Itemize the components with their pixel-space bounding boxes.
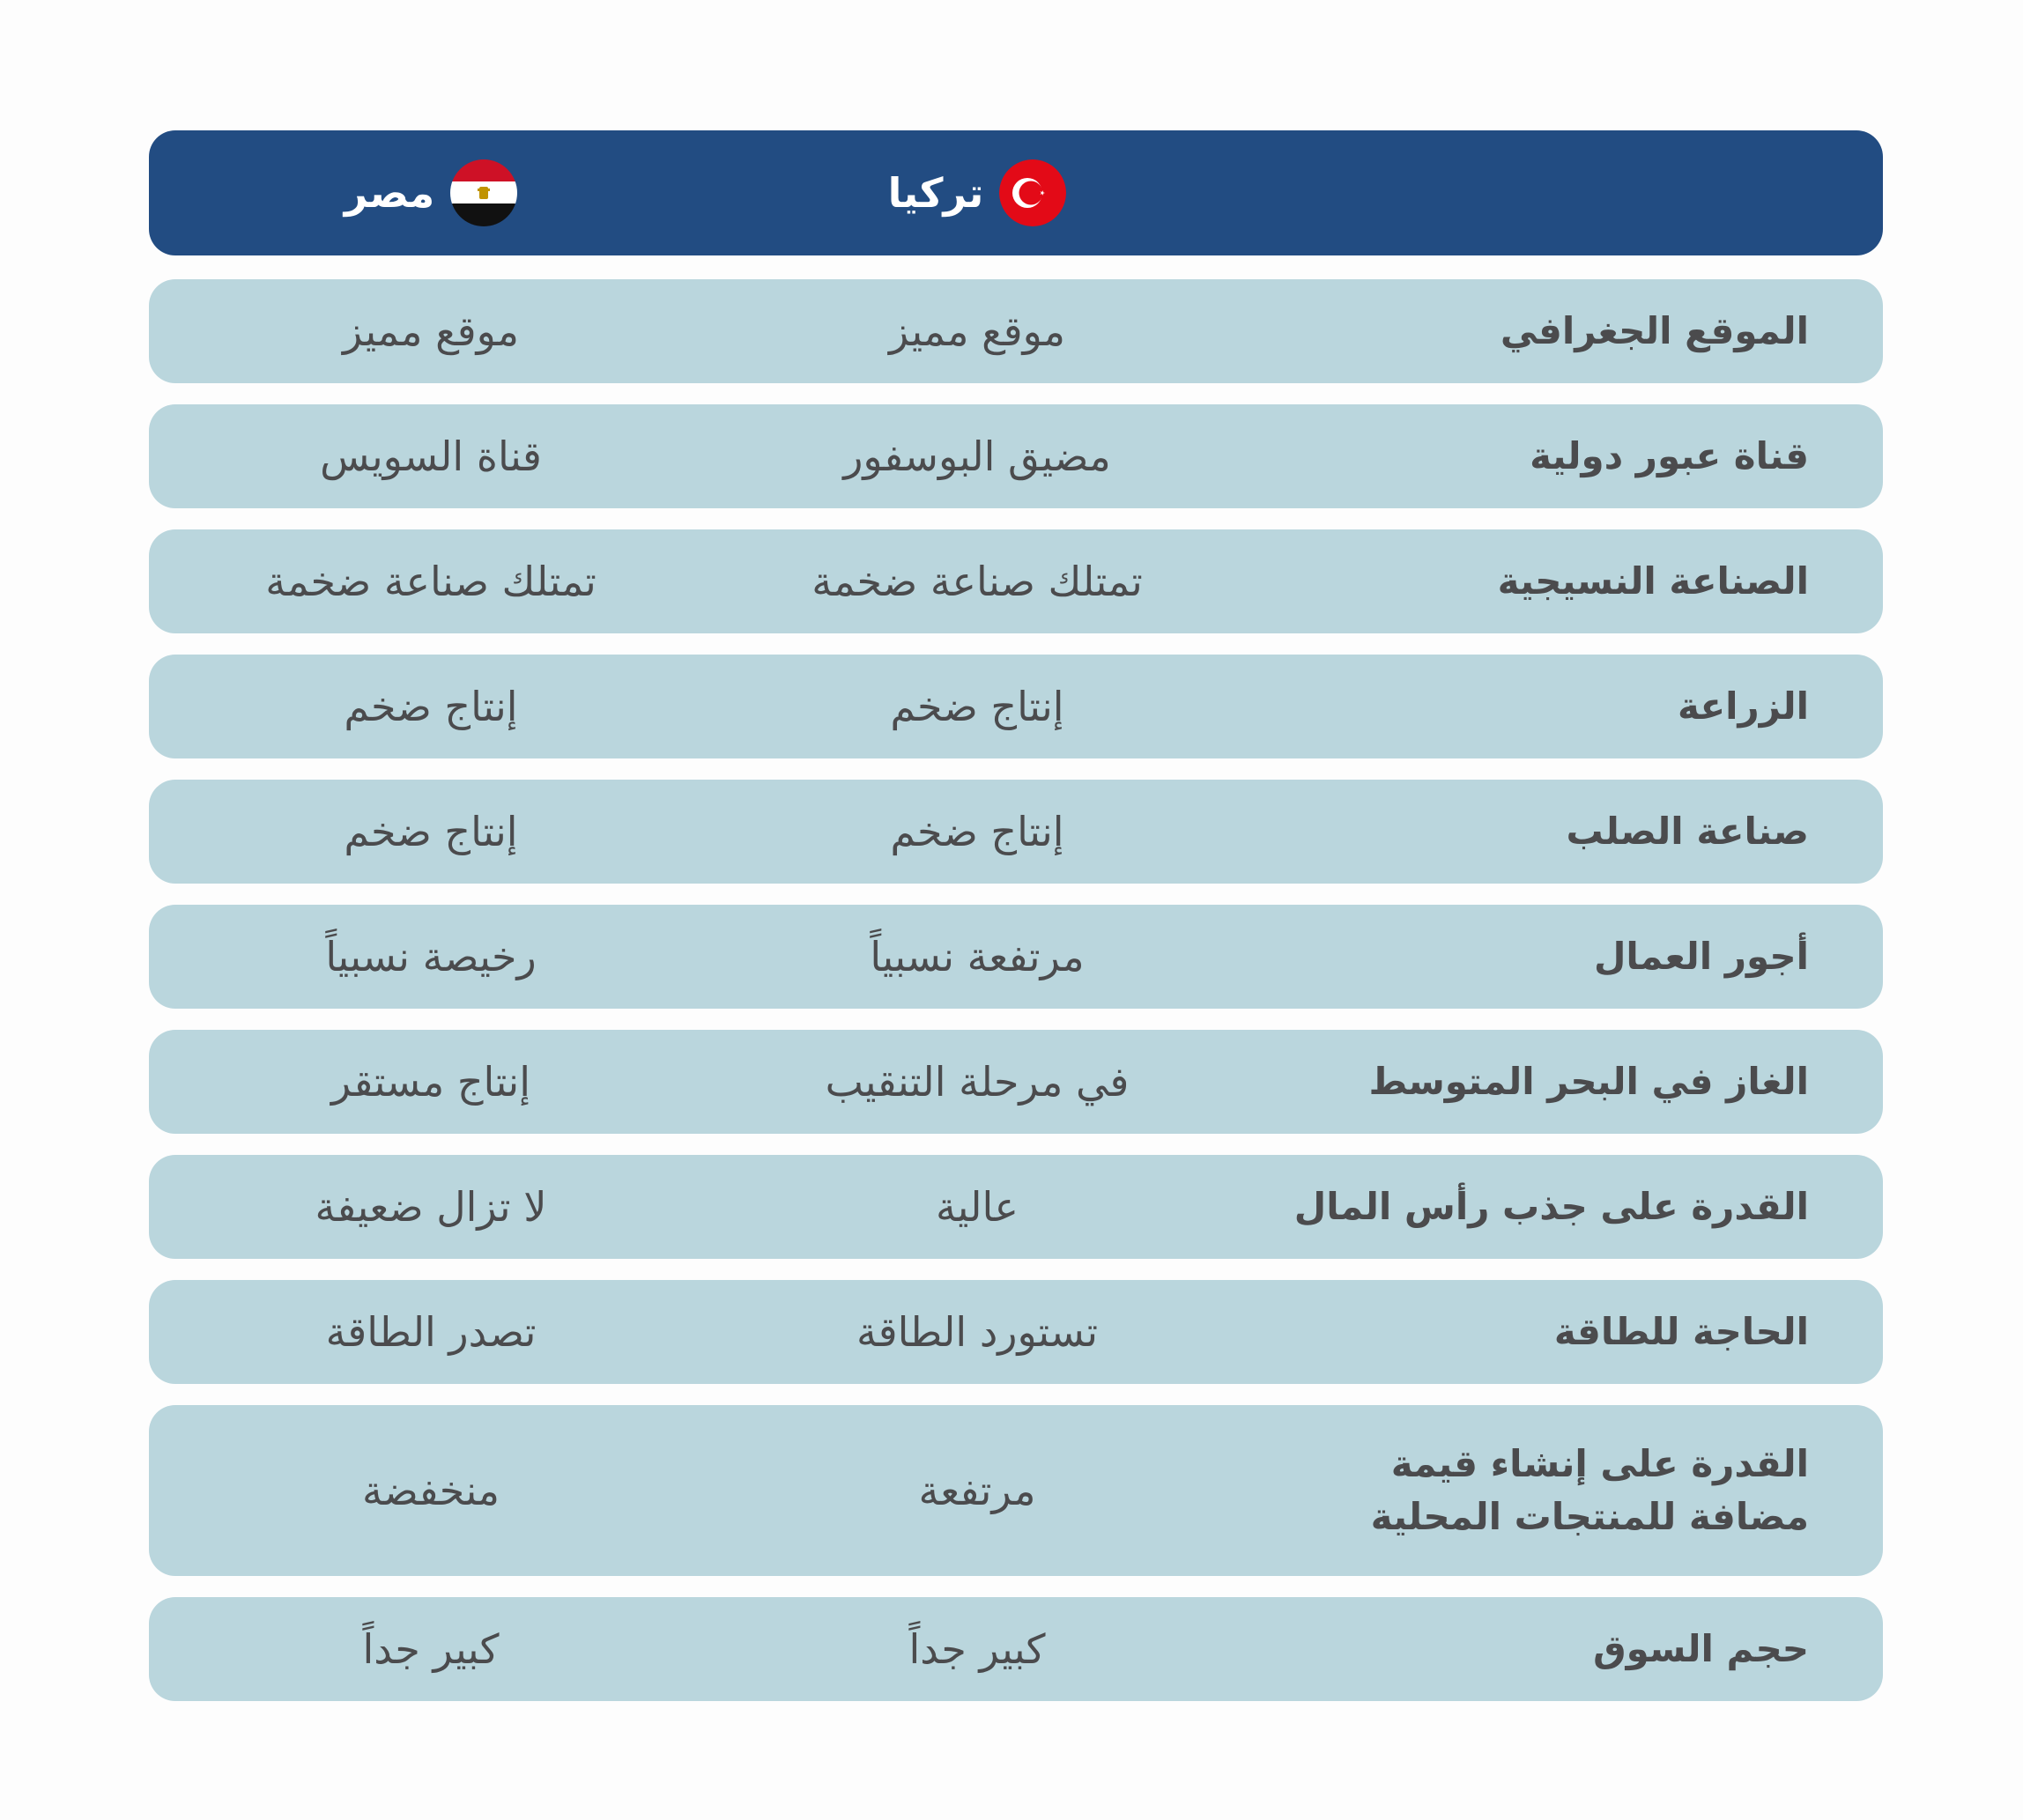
table-row [149,1030,1883,1134]
turkey-value: تستورد الطاقة [856,1308,1099,1356]
row-label: قناة عبور دولية [1530,434,1809,477]
turkey-value: إنتاج ضخم [890,683,1064,730]
turkey-value: مضيق البوسفور [843,433,1111,480]
header-egypt-label: مصر [344,169,435,217]
egypt-value: كبير جداً [362,1625,500,1673]
egypt-value: لا تزال ضعيفة [315,1183,547,1231]
table-row [149,529,1883,633]
table-row [149,1405,1883,1576]
table-row [149,655,1883,758]
row-label: صناعة الصلب [1566,810,1809,853]
table-row [149,905,1883,1009]
row-label: القدرة على جذب رأس المال [1293,1185,1809,1228]
row-label: أجور العمال [1593,935,1809,978]
row-label: الزراعة [1677,684,1809,728]
egypt-value: إنتاج ضخم [344,683,518,730]
row-label-line-1: القدرة على إنشاء قيمة [1390,1442,1809,1485]
table-row [149,1597,1883,1701]
egypt-value: منخفضة [361,1467,500,1514]
egypt-value: إنتاج ضخم [344,808,518,855]
table-row [149,1155,1883,1259]
turkey-value: إنتاج ضخم [890,808,1064,855]
row-label: حجم السوق [1593,1627,1809,1670]
turkey-flag-icon [999,159,1066,226]
egypt-value: إنتاج مستقر [331,1058,531,1106]
row-label-line-2: مضافة للمنتجات المحلية [1370,1495,1809,1538]
turkey-value: في مرحلة التنقيب [825,1058,1130,1106]
table-row [149,404,1883,508]
row-label [1175,1405,1809,1576]
turkey-value: مرتفعة نسبياً [870,933,1085,980]
turkey-value: كبير جداً [908,1625,1046,1673]
table-header [149,130,1883,255]
egypt-value: تصدر الطاقة [325,1308,537,1356]
egypt-flag-icon [450,159,517,226]
egypt-value: تمتلك صناعة ضخمة [265,558,597,605]
row-label: الحاجة للطاقة [1553,1310,1809,1353]
turkey-value: مرتفعة [918,1467,1036,1514]
table-row [149,780,1883,884]
row-label: الموقع الجغرافي [1500,309,1809,352]
header-turkey [783,130,1171,255]
header-turkey-label: تركيا [887,169,984,217]
turkey-value: تمتلك صناعة ضخمة [811,558,1143,605]
table-row [149,1280,1883,1384]
turkey-value: موقع مميز [889,307,1065,355]
header-egypt [246,130,616,255]
turkey-value: عالية [935,1183,1019,1231]
egypt-value: رخيصة نسبياً [325,933,537,980]
row-label: الصناعة النسيجية [1497,559,1809,603]
egypt-value: قناة السويس [320,433,542,480]
comparison-table [149,130,1883,1701]
table-row [149,279,1883,383]
row-label: الغاز في البحر المتوسط [1368,1060,1809,1103]
egypt-value: موقع مميز [343,307,519,355]
